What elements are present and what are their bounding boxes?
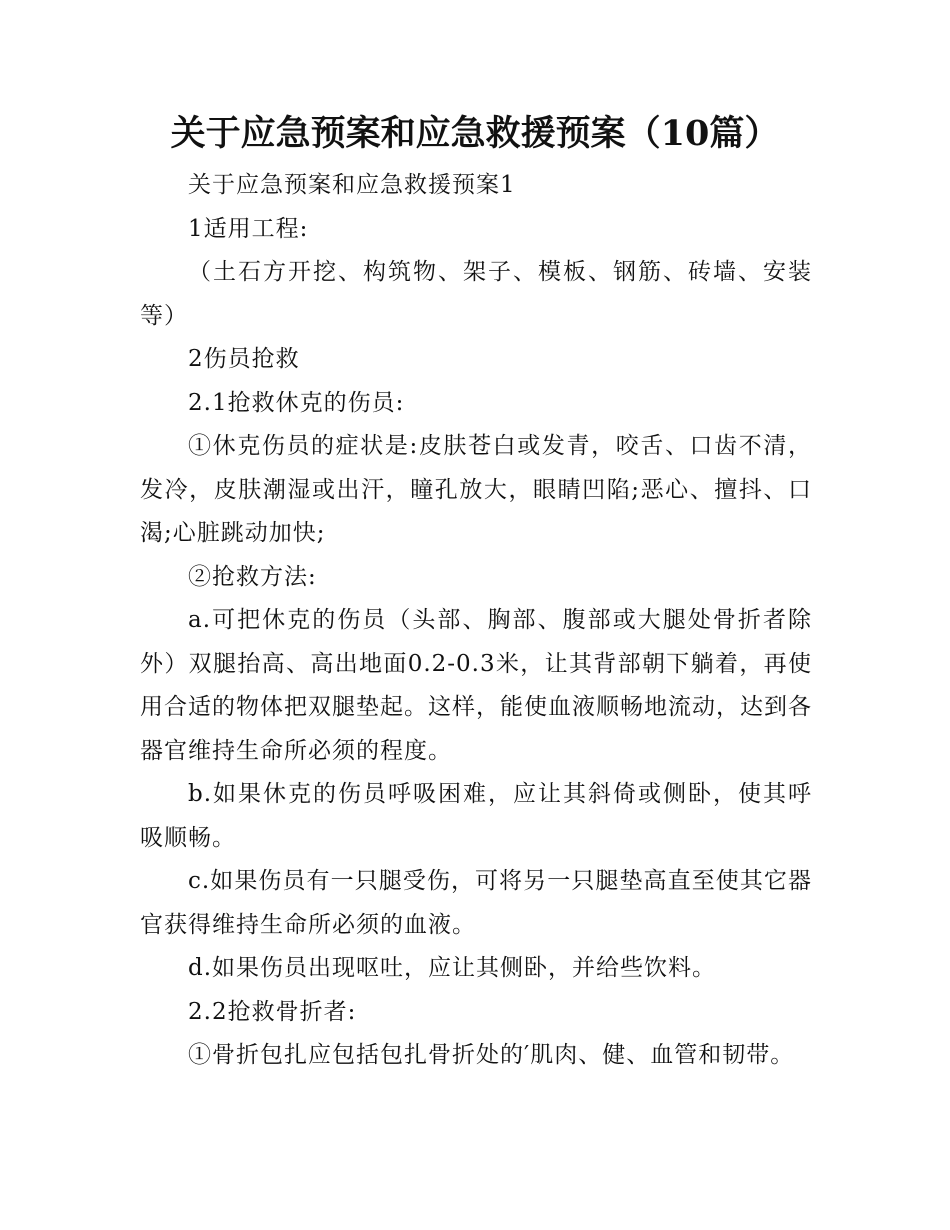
paragraph: ②抢救方法: [188,563,317,590]
paragraph: 2.1抢救休克的伤员: [188,389,405,416]
paragraph: ①骨折包扎应包括包扎骨折处的′肌肉、健、血管和韧带。 [188,1042,795,1068]
paragraph: ①休克伤员的症状是:皮肤苍白或发青，咬舌、口齿不清，发冷，皮肤潮湿或出汗，瞳孔放大，眼睛凹陷;恶心、擅抖、口渴;心脏跳动加快; [140,433,812,546]
paragraph: a.可把休克的伤员（头部、胸部、腹部或大腿处骨折者除外）双腿抬高、高出地面0.2-0.3米，让其背部朝下躺着，再使用合适的物体把双腿垫起。这样，能使血液顺畅地流动，达到各器官维持生命所必须的程度。 [140,607,812,764]
paragraph: d.如果伤员出现呕吐，应让其侧卧，并给些饮料。 [188,955,717,981]
document-body [140,164,812,1078]
paragraph: c.如果伤员有一只腿受伤，可将另一只腿垫高直至使其它器官获得维持生命所必须的血液。 [140,868,812,938]
paragraph: 2伤员抢救 [188,346,300,372]
paragraph: 1适用工程: [188,215,309,242]
paragraph: 关于应急预案和应急救援预案1 [188,172,516,198]
document-title: 关于应急预案和应急救援预案（10篇） [170,113,780,154]
paragraph: （土石方开挖、构筑物、架子、模板、钢筋、砖墙、安装等） [140,259,812,329]
paragraph: 2.2抢救骨折者: [188,998,357,1025]
paragraph: b.如果休克的伤员呼吸困难，应让其斜倚或侧卧，使其呼吸顺畅。 [140,781,812,851]
